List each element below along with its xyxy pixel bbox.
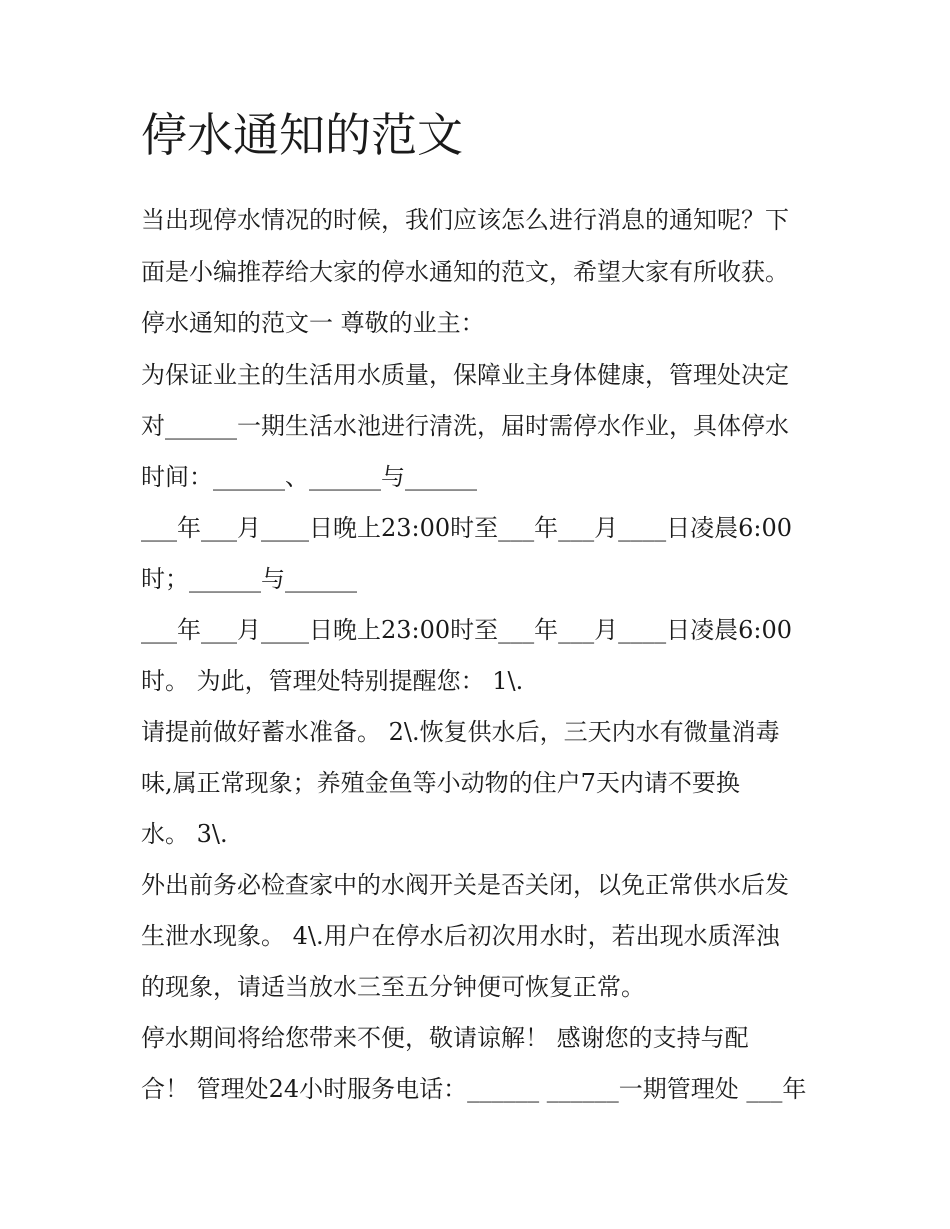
body-line-10: 时。 为此，管理处特别提醒您： 1\. bbox=[141, 667, 524, 695]
body-line-16: 的现象，请适当放水三至五分钟便可恢复正常。 bbox=[141, 973, 645, 1001]
body-line-13: 水。 3\. bbox=[141, 820, 228, 848]
body-line-2: 面是小编推荐给大家的停水通知的范文，希望大家有所收获。 bbox=[141, 258, 789, 286]
body-line-6: 时间：______、______与______ bbox=[141, 463, 477, 491]
body-line-4: 为保证业主的生活用水质量，保障业主身体健康，管理处决定 bbox=[141, 361, 789, 389]
body-line-1: 当出现停水情况的时候，我们应该怎么进行消息的通知呢？下 bbox=[141, 206, 789, 234]
body-line-11: 请提前做好蓄水准备。 2\.恢复供水后，三天内水有微量消毒 bbox=[141, 718, 780, 746]
body-line-8: 时；______与______ bbox=[141, 565, 357, 593]
body-line-5: 对______一期生活水池进行清洗，届时需停水作业，具体停水 bbox=[141, 412, 789, 440]
body-line-7: ___年___月____日晚上23:00时至___年___月____日凌晨6:00 bbox=[141, 514, 793, 542]
body-line-17: 停水期间将给您带来不便，敬请谅解！ 感谢您的支持与配 bbox=[141, 1024, 749, 1052]
page-title: 停水通知的范文 bbox=[141, 108, 463, 162]
body-line-12: 味,属正常现象；养殖金鱼等小动物的住户7天内请不要换 bbox=[141, 769, 740, 797]
body-line-15: 生泄水现象。 4\.用户在停水后初次用水时，若出现水质浑浊 bbox=[141, 922, 780, 950]
body-line-14: 外出前务必检查家中的水阀开关是否关闭，以免正常供水后发 bbox=[141, 871, 789, 899]
body-line-18: 合！ 管理处24小时服务电话：______ ______一期管理处 ___年 bbox=[141, 1075, 807, 1103]
body-line-3: 停水通知的范文一 尊敬的业主： bbox=[141, 309, 485, 337]
body-line-9: ___年___月____日晚上23:00时至___年___月____日凌晨6:00 bbox=[141, 616, 793, 644]
